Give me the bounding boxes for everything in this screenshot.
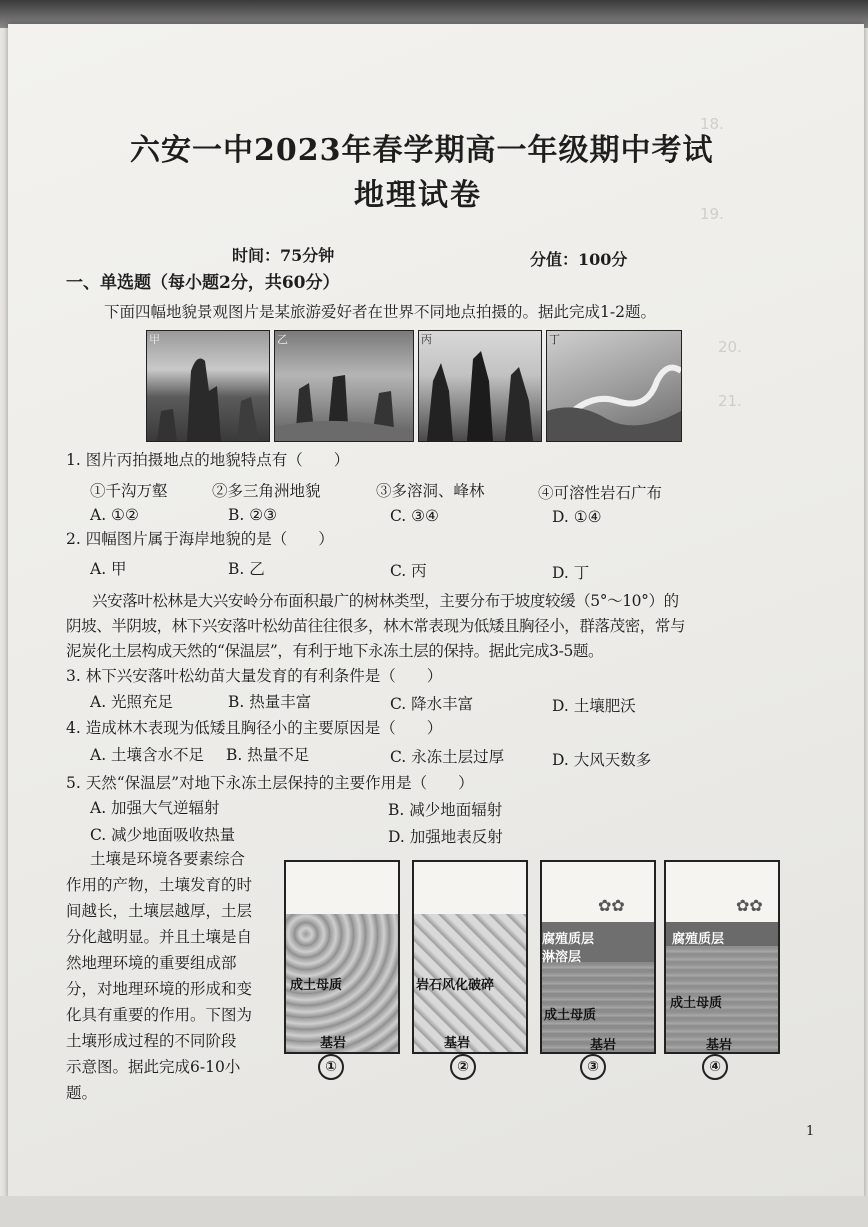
q1-item: ②多三角洲地貌: [212, 482, 321, 500]
bleed-through-text: 18.: [700, 115, 724, 133]
photo-jia-image: [147, 331, 269, 441]
soil-panel-4: [664, 860, 780, 1054]
plant-icon: ✿✿: [736, 896, 763, 915]
photo-label: 丁: [549, 333, 560, 346]
intro-6-10-line: 分化越明显。并且土壤是自: [66, 928, 253, 946]
exam-subtitle: 地理试卷: [354, 178, 482, 213]
q2-option-c: C. 丙: [390, 562, 427, 580]
soil-label: 基岩: [590, 1038, 617, 1053]
soil-label: 岩石风化破碎: [416, 978, 495, 993]
soil-label: 基岩: [320, 1036, 347, 1051]
soil-label: 腐殖质层: [542, 932, 595, 947]
q4-option-a: A. 土壤含水不足: [90, 746, 205, 764]
q5-option-d: D. 加强地表反射: [388, 828, 503, 846]
bleed-through-text: 21.: [718, 392, 742, 410]
photo-edge-bottom: [0, 1196, 868, 1227]
q4-option-d: D. 大风天数多: [552, 751, 652, 769]
intro-6-10-line: 然地理环境的重要组成部: [66, 954, 237, 972]
q5-option-a: A. 加强大气逆辐射: [90, 799, 220, 817]
intro-6-10-line: 土壤形成过程的不同阶段: [66, 1032, 237, 1050]
photo-label: 乙: [277, 333, 288, 346]
q1-option-c: C. ③④: [390, 507, 439, 525]
q3-option-c: C. 降水丰富: [390, 695, 474, 713]
soil-label: 基岩: [706, 1038, 733, 1053]
plant-icon: ✿✿: [598, 896, 625, 915]
photo-ding: [546, 330, 682, 442]
photo-yi: [274, 330, 414, 442]
q5-option-c: C. 减少地面吸收热量: [90, 826, 236, 844]
q2-option-b: B. 乙: [228, 560, 265, 578]
intro-3-5-line: 兴安落叶松林是大兴安岭分布面积最广的树林类型，主要分布于坡度较缓（5°～10°）的: [92, 592, 679, 610]
photo-bing-image: [419, 331, 541, 441]
q3-option-d: D. 土壤肥沃: [552, 697, 636, 715]
intro-6-10: [66, 846, 276, 1106]
q1-option-a: A. ①②: [90, 506, 139, 524]
exam-score: 分值：100分: [530, 250, 628, 269]
soil-label: 腐殖质层: [672, 932, 725, 947]
q1-option-b: B. ②③: [228, 506, 278, 524]
intro-6-10-line: 作用的产物，土壤发育的时: [66, 876, 253, 894]
q1-stem: 1. 图片丙拍摄地点的地貌特点有（ ）: [66, 451, 350, 469]
intro-6-10-line: 题。: [66, 1084, 98, 1102]
soil-label: 基岩: [444, 1036, 471, 1051]
intro-6-10-line: 分，对地理环境的形成和变: [66, 980, 253, 998]
soil-label: 成土母质: [670, 996, 723, 1011]
soil-label: 成土母质: [290, 978, 343, 993]
soil-panel-number: ②: [450, 1054, 476, 1080]
intro-3-5-line: 阴坡、半阴坡，林下兴安落叶松幼苗往往很多，林木常表现为低矮且胸径小，群落茂密，常与: [66, 617, 686, 635]
exam-title: 六安一中2023年春学期高一年级期中考试: [130, 133, 714, 168]
photo-label: 甲: [149, 333, 160, 346]
intro-6-10-line: 化具有重要的作用。下图为: [66, 1006, 253, 1024]
intro-3-5-line: 泥炭化土层构成天然的“保温层”，有利于地下永冻土层的保持。据此完成3-5题。: [66, 642, 604, 660]
soil-label: 淋溶层: [542, 950, 582, 965]
q3-stem: 3. 林下兴安落叶松幼苗大量发育的有利条件是（ ）: [66, 667, 443, 685]
q2-option-d: D. 丁: [552, 564, 590, 582]
soil-panel-3: [540, 860, 656, 1054]
q5-option-b: B. 减少地面辐射: [388, 801, 503, 819]
soil-label: 成土母质: [544, 1008, 597, 1023]
photo-ding-image: [547, 331, 681, 441]
q3-option-a: A. 光照充足: [90, 693, 174, 711]
soil-panel-1: [284, 860, 400, 1054]
photo-label: 丙: [421, 333, 432, 346]
intro-1-2: 下面四幅地貌景观图片是某旅游爱好者在世界不同地点拍摄的。据此完成1-2题。: [104, 303, 656, 321]
photo-jia: [146, 330, 270, 442]
exam-time: 时间：75分钟: [232, 246, 335, 265]
q5-stem: 5. 天然“保温层”对地下永冻土层保持的主要作用是（ ）: [66, 774, 474, 792]
q4-option-c: C. 永冻土层过厚: [390, 748, 505, 766]
page-number: 1: [806, 1124, 815, 1139]
photo-bing: [418, 330, 542, 442]
q1-item: ①千沟万壑: [90, 482, 168, 500]
bleed-through-text: 19.: [700, 205, 724, 223]
q1-item: ④可溶性岩石广布: [538, 484, 663, 502]
section-title: 一、单选题（每小题2分，共60分）: [66, 273, 340, 293]
q2-option-a: A. 甲: [90, 560, 127, 578]
q3-option-b: B. 热量丰富: [228, 693, 312, 711]
q1-item: ③多溶洞、峰林: [376, 482, 485, 500]
soil-panel-number: ④: [702, 1054, 728, 1080]
bleed-through-text: 20.: [718, 338, 742, 356]
soil-panel-number: ①: [318, 1054, 344, 1080]
photo-yi-image: [275, 331, 413, 441]
q4-option-b: B. 热量不足: [226, 746, 310, 764]
intro-6-10-line: 土壤是环境各要素综合: [90, 850, 246, 868]
intro-6-10-line: 示意图。据此完成6-10小: [66, 1058, 241, 1076]
q2-stem: 2. 四幅图片属于海岸地貌的是（ ）: [66, 530, 334, 548]
q4-stem: 4. 造成林木表现为低矮且胸径小的主要原因是（ ）: [66, 719, 443, 737]
soil-panel-2: [412, 860, 528, 1054]
soil-panel-number: ③: [580, 1054, 606, 1080]
intro-6-10-line: 间越长，土壤层越厚，土层: [66, 902, 253, 920]
q1-option-d: D. ①④: [552, 508, 602, 526]
